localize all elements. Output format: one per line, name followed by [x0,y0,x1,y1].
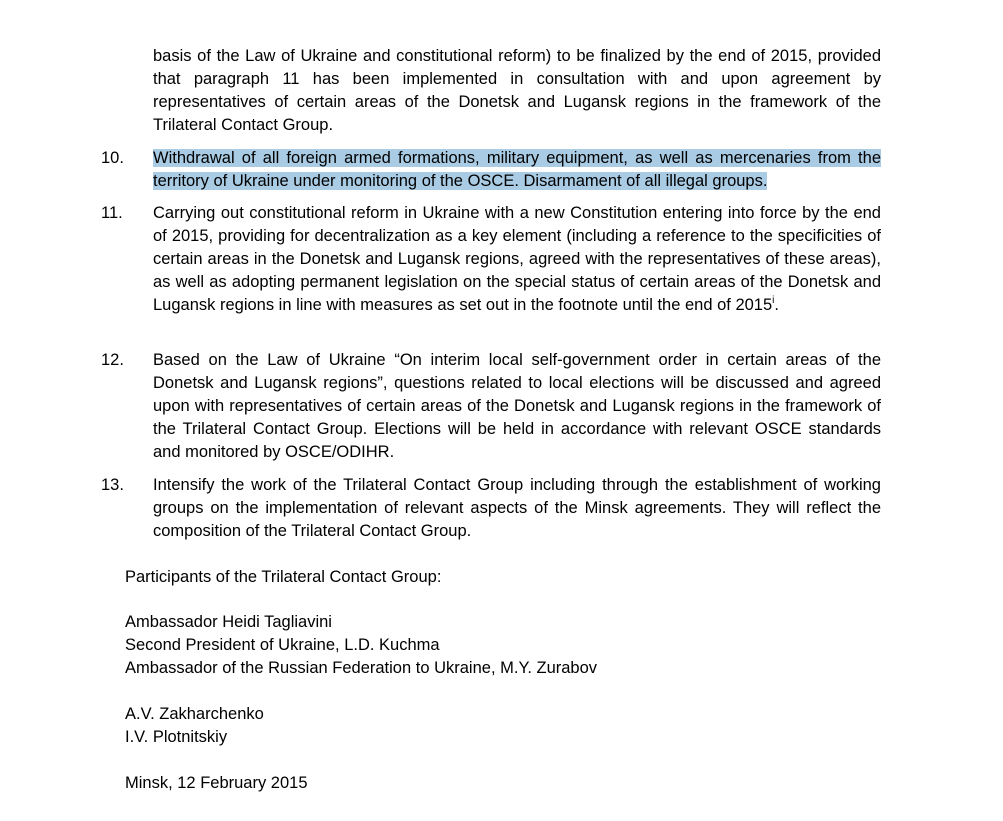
item-body[interactable] [153,147,881,193]
place-date: Minsk, 12 February 2015 [125,774,308,792]
item-text: Carrying out constitutional reform in Ukraine with a new Constitution entering into force by the end of 2015, providing for decentralization as a key element (including a reference to the specificities of certain areas in the Donetsk and Lugansk regions, agreed with the representatives of these areas), as well as adopting permanent legislation on the special status of certain areas of the Donetsk and Lugansk regions in line with measures as set out in the footnote until the end of 2015 [153,204,881,314]
signatory-line: A.V. Zakharchenko [125,705,264,723]
selected-text[interactable]: Withdrawal of all foreign armed formations, military equipment, as well as mercenaries from the territory of Ukraine under monitoring of the OSCE. Disarmament of all illegal groups. [153,149,881,190]
footnote-mark[interactable]: i [772,295,775,306]
participants-heading: Participants of the Trilateral Contact Group: [125,568,442,586]
continuation-paragraph: basis of the Law of Ukraine and constitutional reform) to be finalized by the end of 2015, provided that paragraph 11 has been implemented in consultation with and upon agreement by representatives of certain areas of the Donetsk and Lugansk regions in the framework of the Trilateral Contact Group. [153,47,881,134]
signatory-line: I.V. Plotnitskiy [125,728,228,746]
item-number: 13. [101,476,124,494]
item-body [153,202,881,317]
participant-line: Ambassador of the Russian Federation to Ukraine, M.Y. Zurabov [125,659,598,677]
item-text-end: . [774,296,779,314]
item-body: Intensify the work of the Trilateral Contact Group including through the establishment of working groups on the implementation of relevant aspects of the Minsk agreements. They will reflect the composition of the Trilateral Contact Group. [153,476,881,540]
item-number: 12. [101,351,124,369]
item-body: Based on the Law of Ukraine “On interim local self-government order in certain areas of the Donetsk and Lugansk regions”, questions related to local elections will be discussed and agreed upon with representatives of certain areas of the Donetsk and Lugansk regions in the framework of the Trilateral Contact Group. Elections will be held in accordance with relevant OSCE standards and monitored by OSCE/ODIHR. [153,351,881,461]
item-number: 11. [101,204,123,222]
participant-line: Second President of Ukraine, L.D. Kuchma [125,636,440,654]
item-number: 10. [101,149,124,167]
participant-line: Ambassador Heidi Tagliavini [125,613,332,631]
